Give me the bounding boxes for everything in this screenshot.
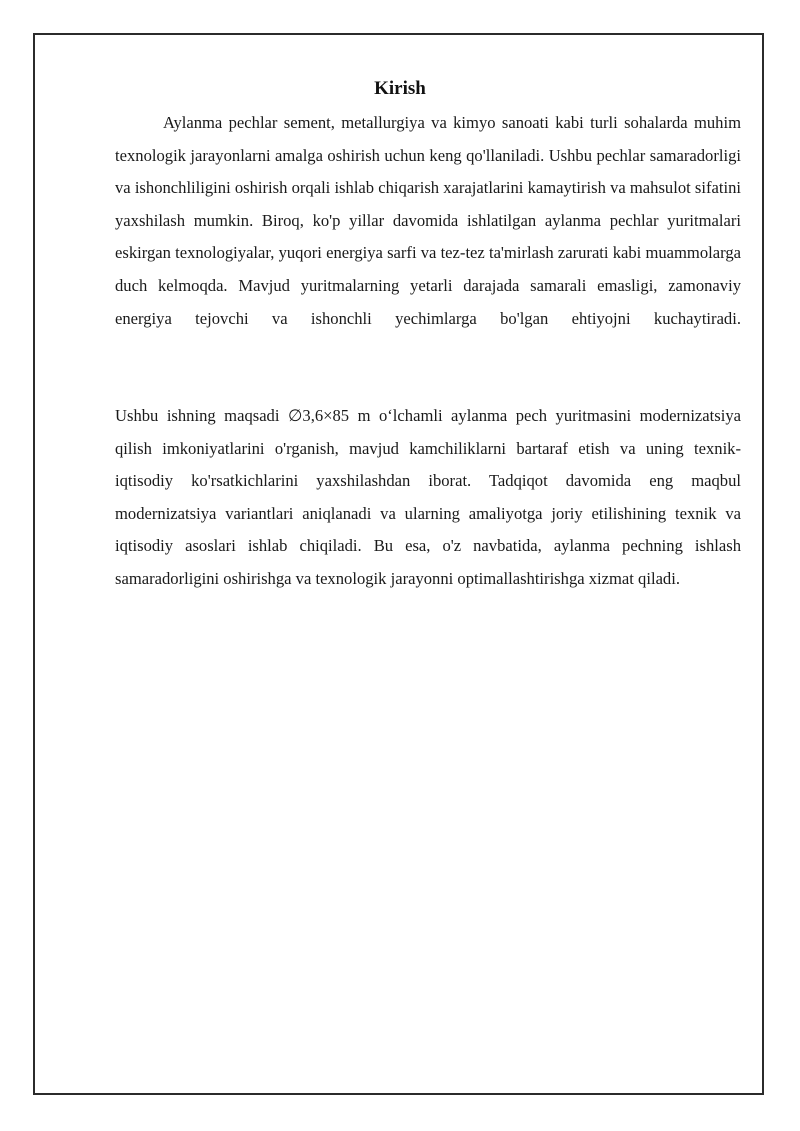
section-heading: Kirish [374, 78, 426, 99]
paragraph-introduction: Aylanma pechlar sement, metallurgiya va kimyo sanoati kabi turli sohalarda muhim texnologik jarayonlarni amalga oshirish uchun keng qo'llaniladi. Ushbu pechlar samaradorligi va ishonchliligini oshirish orqali ishlab chiqarish xarajatlarini kamaytirish va mahsulot sifatini yaxshilash mumkin. Biroq, ko'p yillar davomida ishlatilgan aylanma pechlar yuritmalari eskirgan texnologiyalar, yuqori energiya sarfi va tez-tez ta'mirlash zarurati kabi muammolarga duch kelmoqda. Mavjud yuritmalarning yetarli darajada samarali emasligi, zamonaviy energiya tejovchi va ishonchli yechimlarga bo'lgan ehtiyojni kuchaytiradi. [115, 113, 741, 328]
paragraph-objective: Ushbu ishning maqsadi ∅3,6×85 m o‘lchamli aylanma pech yuritmasini modernizatsiya qilish imkoniyatlarini o'rganish, mavjud kamchiliklarni bartaraf etish va uning texnik-iqtisodiy ko'rsatkichlarini yaxshilashdan iborat. Tadqiqot davomida eng maqbul modernizatsiya variantlari aniqlanadi va ularning amaliyotga joriy etilishining texnik va iqtisodiy asoslari ishlab chiqiladi. Bu esa, o'z navbatida, aylanma pechning ishlash samaradorligini oshirishga va texnologik jarayonni optimallashtirishga xizmat qiladi. [115, 406, 741, 588]
